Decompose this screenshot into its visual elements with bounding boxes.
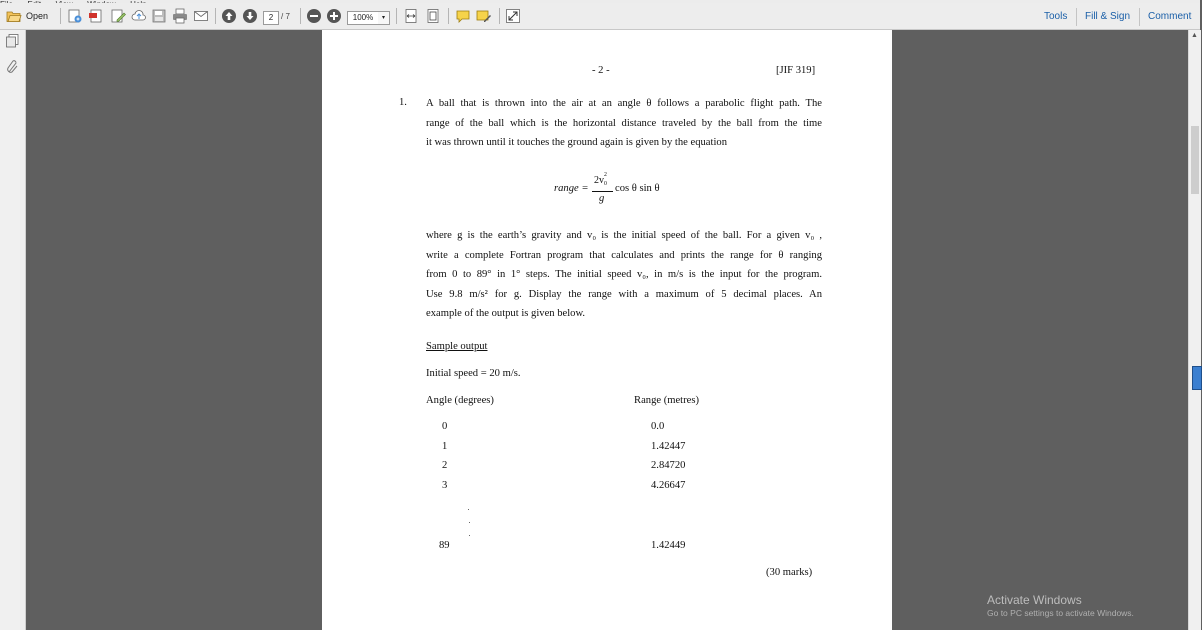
zoom-out-button[interactable] [306, 7, 322, 25]
arrow-up-circle-icon [221, 8, 237, 24]
watermark-title: Activate Windows [987, 593, 1082, 607]
toolbar-divider [396, 8, 397, 24]
marks-label: (30 marks) [766, 567, 813, 578]
ellipsis-dot [469, 535, 470, 536]
cloud-upload-icon [131, 8, 147, 24]
paragraph-line: write a complete Fortran program that calculates and prints the range for θ ranging [426, 249, 822, 261]
expand-icon [505, 8, 521, 24]
full-screen-button[interactable] [505, 7, 521, 25]
table-cell-range: 2.84720 [651, 460, 686, 471]
zoom-in-button[interactable] [326, 7, 342, 25]
paragraph-line: A ball that is thrown into the air at an angle θ follows a parabolic flight path. The [426, 98, 822, 109]
paragraph-line: where g is the earth’s gravity and v₀ is the initial speed of the ball. For a given v₀ , [426, 230, 822, 241]
table-cell-angle: 3 [442, 480, 448, 491]
page-number-input[interactable]: 2 [263, 11, 279, 25]
equation-subscript: 0 [604, 181, 607, 187]
vertical-scrollbar[interactable] [1188, 30, 1201, 630]
scroll-up-icon[interactable]: ▲ [1191, 32, 1198, 39]
main-toolbar [0, 3, 1200, 30]
edit-document-icon [110, 8, 126, 24]
table-cell-range: 0.0 [651, 421, 665, 432]
equation-rhs: cos θ sin θ [615, 183, 660, 194]
equation-numerator [594, 172, 607, 187]
table-cell-angle: 89 [439, 540, 450, 551]
equation-denominator: g [599, 193, 605, 204]
open-button[interactable] [6, 7, 48, 25]
table-cell-angle: 0 [442, 421, 448, 432]
comment-tab[interactable]: Comment [1148, 11, 1192, 22]
envelope-icon [193, 8, 209, 24]
page-header-code: [JIF 319] [776, 65, 816, 76]
navigation-pane [0, 30, 26, 630]
question-paragraph [426, 94, 822, 153]
column-header-angle: Angle (degrees) [426, 395, 494, 406]
paragraph-line: Use 9.8 m/s² for g. Display the range with a maximum of 5 decimal places. An [426, 288, 822, 300]
fit-page-icon [425, 8, 441, 24]
pdf-export-icon [88, 8, 104, 24]
fit-page-full-button[interactable] [425, 7, 441, 25]
minus-circle-icon [306, 8, 322, 24]
attachment-icon[interactable] [6, 60, 19, 74]
page-thumbnails-icon[interactable] [6, 34, 19, 48]
toolbar-divider [448, 8, 449, 24]
toolbar-divider [1139, 8, 1140, 26]
table-cell-angle: 2 [442, 460, 448, 471]
watermark-subtitle: Go to PC settings to activate Windows. [987, 608, 1134, 618]
fit-width-icon [403, 8, 419, 24]
tools-tab[interactable]: Tools [1044, 11, 1068, 22]
printer-icon [172, 8, 188, 24]
scrollbar-thumb[interactable] [1191, 126, 1199, 194]
paragraph-line: example of the output is given below. [426, 308, 586, 320]
page-count: / 7 [281, 12, 290, 21]
highlight-button[interactable] [476, 7, 492, 25]
equation-fraction-bar [592, 191, 613, 192]
arrow-down-circle-icon [242, 8, 258, 24]
equation-numerator-text: 2v [594, 175, 604, 186]
folder-open-icon [6, 8, 22, 24]
ellipsis-dot [469, 522, 470, 523]
table-cell-range: 1.42447 [651, 441, 686, 452]
edit-pdf-button[interactable] [110, 7, 126, 25]
column-header-range: Range (metres) [634, 395, 700, 406]
previous-page-button[interactable] [221, 7, 237, 25]
pdf-page [322, 30, 892, 630]
paragraph-line: from 0 to 89° in 1° steps. The initial speed v₀, in m/s is the input for the program. [426, 269, 822, 281]
fit-page-button[interactable] [403, 7, 419, 25]
table-cell-range: 1.42449 [651, 540, 686, 551]
export-pdf-button[interactable] [88, 7, 104, 25]
open-label: Open [26, 11, 49, 21]
side-panel-handle[interactable] [1192, 366, 1202, 390]
toolbar-divider [300, 8, 301, 24]
table-cell-angle: 1 [442, 441, 448, 452]
paragraph-line: it was thrown until it touches the ground again is given by the equation [426, 137, 727, 149]
print-button[interactable] [172, 7, 188, 25]
toolbar-divider [499, 8, 500, 24]
instruction-paragraph [426, 226, 822, 324]
table-cell-range: 4.26647 [651, 480, 686, 491]
toolbar-divider [215, 8, 216, 24]
toolbar-divider [60, 8, 61, 24]
paragraph-line: range of the ball which is the horizontal distance traveled by the ball from the time [426, 117, 822, 129]
toolbar-divider [1076, 8, 1077, 26]
add-comment-button[interactable] [455, 7, 471, 25]
create-pdf-button[interactable] [67, 7, 83, 25]
upload-cloud-button[interactable] [131, 7, 147, 25]
highlighter-icon [476, 8, 492, 24]
zoom-level-input[interactable]: 100% [347, 11, 379, 25]
fill-sign-tab[interactable]: Fill & Sign [1085, 11, 1131, 22]
document-viewport [26, 30, 1188, 630]
save-button[interactable] [151, 7, 167, 25]
create-pdf-icon [67, 8, 83, 24]
plus-circle-icon [326, 8, 342, 24]
page-header-number: - 2 - [592, 65, 610, 76]
zoom-dropdown[interactable]: ▾ [378, 11, 390, 25]
speech-bubble-icon [455, 8, 471, 24]
equation-superscript: 2 [604, 172, 607, 178]
sample-output-heading: Sample output [426, 341, 488, 352]
email-button[interactable] [193, 7, 209, 25]
ellipsis-dot [468, 509, 469, 510]
initial-speed-line: Initial speed = 20 m/s. [426, 368, 521, 379]
question-number: 1. [399, 97, 407, 108]
next-page-button[interactable] [242, 7, 258, 25]
activate-windows-watermark [987, 593, 1134, 618]
equation-lhs: range = [554, 183, 589, 194]
save-disk-icon [151, 8, 167, 24]
